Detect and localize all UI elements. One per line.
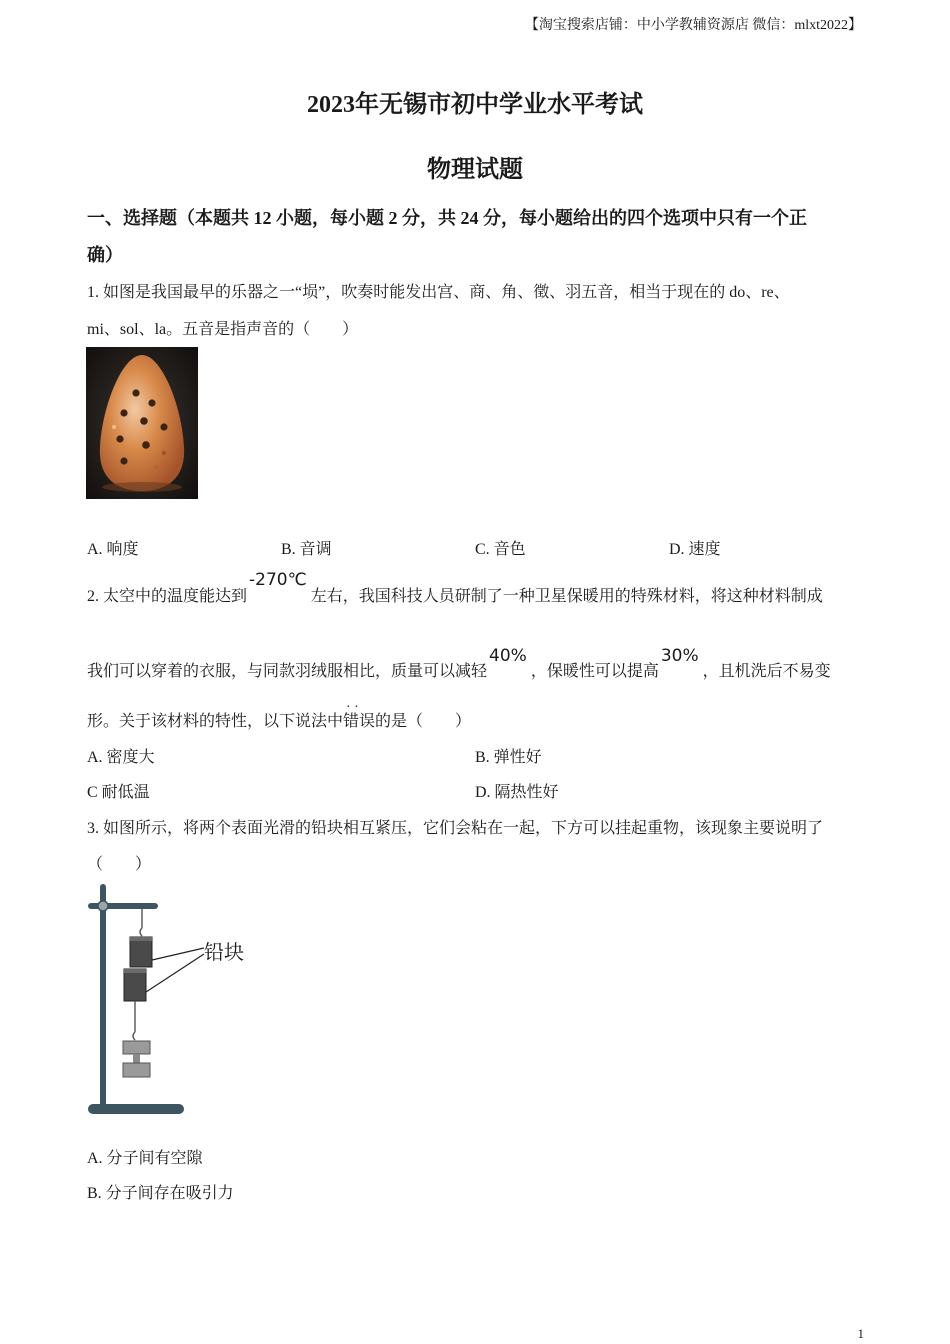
q2-l3a: 形。关于该材料的特性，以下说法中 xyxy=(87,713,344,730)
q2-option-d: D. 隔热性好 xyxy=(475,784,559,801)
q2-option-a: A. 密度大 xyxy=(87,749,155,766)
lead-block-label: 铅块 xyxy=(204,940,244,964)
exam-title: 2023年无锡市初中学业水平考试 xyxy=(307,92,643,118)
exam-subtitle: 物理试题 xyxy=(427,157,523,183)
q2-l2b: ，保暖性可以提高 xyxy=(530,663,659,680)
q1-option-a: A. 响度 xyxy=(87,541,139,558)
page-number: 1 xyxy=(857,1326,864,1341)
xun-instrument-image xyxy=(86,347,198,499)
q2-pre: 2. 太空中的温度能达到 xyxy=(87,588,248,605)
q2-temperature: -270℃ xyxy=(249,570,307,590)
section-heading-line1: 一、选择题（本题共 12 小题，每小题 2 分，共 24 分，每小题给出的四个选项中只有一个正 xyxy=(87,208,807,228)
q1-text-line1: 1. 如图是我国最早的乐器之一“埙”，吹奏时能发出宫、商、角、徵、羽五音，相当于现在的 do、re、 xyxy=(87,284,790,301)
section-heading-line2: 确） xyxy=(87,245,123,265)
q2-option-c: C 耐低温 xyxy=(87,784,150,801)
q3-text-line2: （ ） xyxy=(87,856,152,873)
q1-option-b: B. 音调 xyxy=(281,541,332,558)
xun-instrument-photo xyxy=(86,347,198,499)
q2-l2a: 我们可以穿着的衣服，与同款羽绒服相比，质量可以减轻 xyxy=(87,663,488,680)
q1-text-line2: mi、sol、la。五音是指声音的（ ） xyxy=(87,321,359,338)
q2-percent-30: 30% xyxy=(660,646,699,666)
q2-option-b: B. 弹性好 xyxy=(475,749,542,766)
header-shop-note: 【淘宝搜索店铺：中小学教辅资源店 微信：mlxt2022】 xyxy=(524,18,862,33)
q3-text-line1: 3. 如图所示，将两个表面光滑的铅块相互紧压，它们会粘在一起，下方可以挂起重物，该现象主要说明了 xyxy=(87,820,824,837)
q2-post: 左右，我国科技人员研制了一种卫星保暖用的特殊材料，将这种材料制成 xyxy=(310,588,823,605)
q2-l2c: ，且机洗后不易变 xyxy=(702,663,831,680)
q2-emphasis-wrong: · · 错误 xyxy=(343,713,375,730)
q2-l3c: 的是（ ） xyxy=(375,713,472,730)
q2-text-line1 xyxy=(87,570,823,606)
q2-text-line3 xyxy=(87,708,471,731)
q2-text-line2 xyxy=(87,646,831,681)
q2-percent-40: 40% xyxy=(489,646,527,666)
lead-blocks-diagram xyxy=(84,880,264,1120)
lead-blocks-figure xyxy=(84,880,264,1120)
q3-option-b: B. 分子间存在吸引力 xyxy=(87,1185,234,1202)
q1-option-d: D. 速度 xyxy=(669,541,721,558)
q3-option-a: A. 分子间有空隙 xyxy=(87,1150,203,1167)
q1-option-c: C. 音色 xyxy=(475,541,526,558)
